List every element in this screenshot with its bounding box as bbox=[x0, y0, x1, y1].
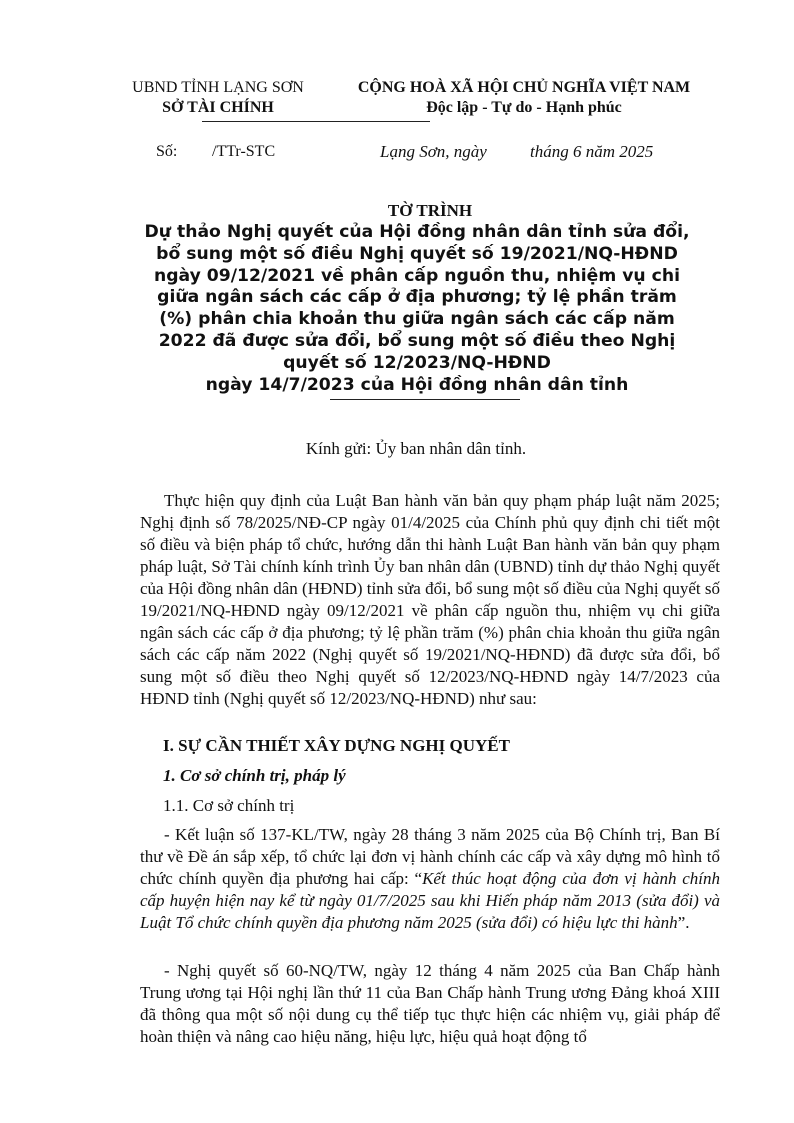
title-line: (%) phân chia khoản thu giữa ngân sách các cấp năm bbox=[159, 309, 675, 330]
agency-name: SỞ TÀI CHÍNH bbox=[162, 99, 274, 116]
paragraph-resolution-60: - Nghị quyết số 60-NQ/TW, ngày 12 tháng 4 năm 2025 của Ban Chấp hành Trung ương tại Hội nghị lần thứ 11 của Ban Chấp hành Trung ương Đảng khoá XIII đã thông qua một số nội dung cụ thể tiếp tục thực hiện các nhiệm vụ, giải pháp để hoàn thiện và nâng cao hiệu năng, hiệu lực, hiệu quả hoạt động tổ bbox=[140, 961, 720, 1046]
intro-paragraph: Thực hiện quy định của Luật Ban hành văn bản quy phạm pháp luật năm 2025; Nghị định số 78/2025/NĐ-CP ngày 01/4/2025 của Chính phủ quy định chi tiết một số điều và biện pháp tổ chức, hướng dẫn thi hành Luật Ban hành văn bản quy phạm pháp luật, Sở Tài chính kính trình Ủy ban nhân dân (UBND) tỉnh dự thảo Nghị quyết của Hội đồng nhân dân (HĐND) tỉnh sửa đổi, bổ sung một số điều của Nghị quyết số 19/2021/NQ-HĐND ngày 09/12/2021 về phân cấp nguồn thu, nhiệm vụ chi giữa ngân sách các cấp ở địa phương; tỷ lệ phần trăm (%) phân chia khoản thu giữa ngân sách các cấp năm 2022 (Nghị quyết số 19/2021/NQ-HĐND) đã được sửa đổi, bổ sung một số điều theo Nghị quyết số 12/2023/NQ-HĐND ngày 14/7/2023 của HĐND tỉnh (Nghị quyết số 12/2023/NQ-HĐND) như sau: bbox=[140, 491, 720, 708]
title-underline bbox=[330, 399, 520, 400]
agency-parent: UBND TỈNH LẠNG SƠN bbox=[132, 79, 304, 96]
country-name: CỘNG HOÀ XÃ HỘI CHỦ NGHĨA VIỆT NAM bbox=[357, 79, 691, 96]
paragraph-quote-end: ”. bbox=[677, 913, 690, 932]
section-heading: I. SỰ CẦN THIẾT XÂY DỰNG NGHỊ QUYẾT bbox=[163, 736, 510, 755]
title-line: giữa ngân sách các cấp ở địa phương; tỷ lệ phần trăm bbox=[157, 287, 677, 308]
paragraph-quote: Kết thúc hoạt động của đơn vị hành chính cấp huyện hiện nay kể từ ngày 01/7/2025 sau khi Hiến pháp năm 2013 (sửa đổi) và Luật Tổ chức chính quyền địa phương năm 2025 (sửa đổi) có hiệu lực thi hành bbox=[140, 869, 720, 932]
subsection-1-1: 1.1. Cơ sở chính trị bbox=[163, 796, 295, 815]
place-date: Lạng Sơn, ngày bbox=[380, 142, 487, 161]
motto-underline bbox=[232, 121, 430, 122]
subsection-heading: 1. Cơ sở chính trị, pháp lý bbox=[163, 766, 346, 785]
doc-type: TỜ TRÌNH bbox=[387, 201, 473, 220]
motto: Độc lập - Tự do - Hạnh phúc bbox=[426, 99, 622, 116]
date-rest: tháng 6 năm 2025 bbox=[530, 142, 654, 161]
paragraph-text: - Kết luận số 137-KL/TW, ngày 28 tháng 3 năm 2025 của Bộ Chính trị, Ban Bí thư về Đề án sắp xếp, tổ chức lại đơn vị hành chính các cấp và xây dựng mô hình tổ chức chính quyền địa phương hai cấp: “ bbox=[140, 825, 720, 888]
doc-title bbox=[100, 222, 734, 396]
doc-number-code: /TTr-STC bbox=[212, 143, 276, 160]
doc-number-label: Số: bbox=[156, 143, 178, 160]
title-line: bổ sung một số điều Nghị quyết số 19/2021/NQ-HĐND bbox=[156, 243, 678, 264]
title-line: ngày 14/7/2023 của Hội đồng nhân dân tỉnh bbox=[205, 374, 629, 395]
title-line: 2022 đã được sửa đổi, bổ sung một số điều theo Nghị bbox=[158, 330, 676, 351]
agency-underline bbox=[202, 121, 232, 122]
title-line: quyết số 12/2023/NQ-HĐND bbox=[283, 352, 551, 373]
paragraph-conclusion-137 bbox=[140, 824, 720, 934]
title-line: ngày 09/12/2021 về phân cấp nguồn thu, nhiệm vụ chi bbox=[154, 265, 680, 286]
title-line: Dự thảo Nghị quyết của Hội đồng nhân dân tỉnh sửa đổi, bbox=[144, 222, 690, 242]
recipient: Kính gửi: Ủy ban nhân dân tỉnh. bbox=[305, 439, 527, 458]
